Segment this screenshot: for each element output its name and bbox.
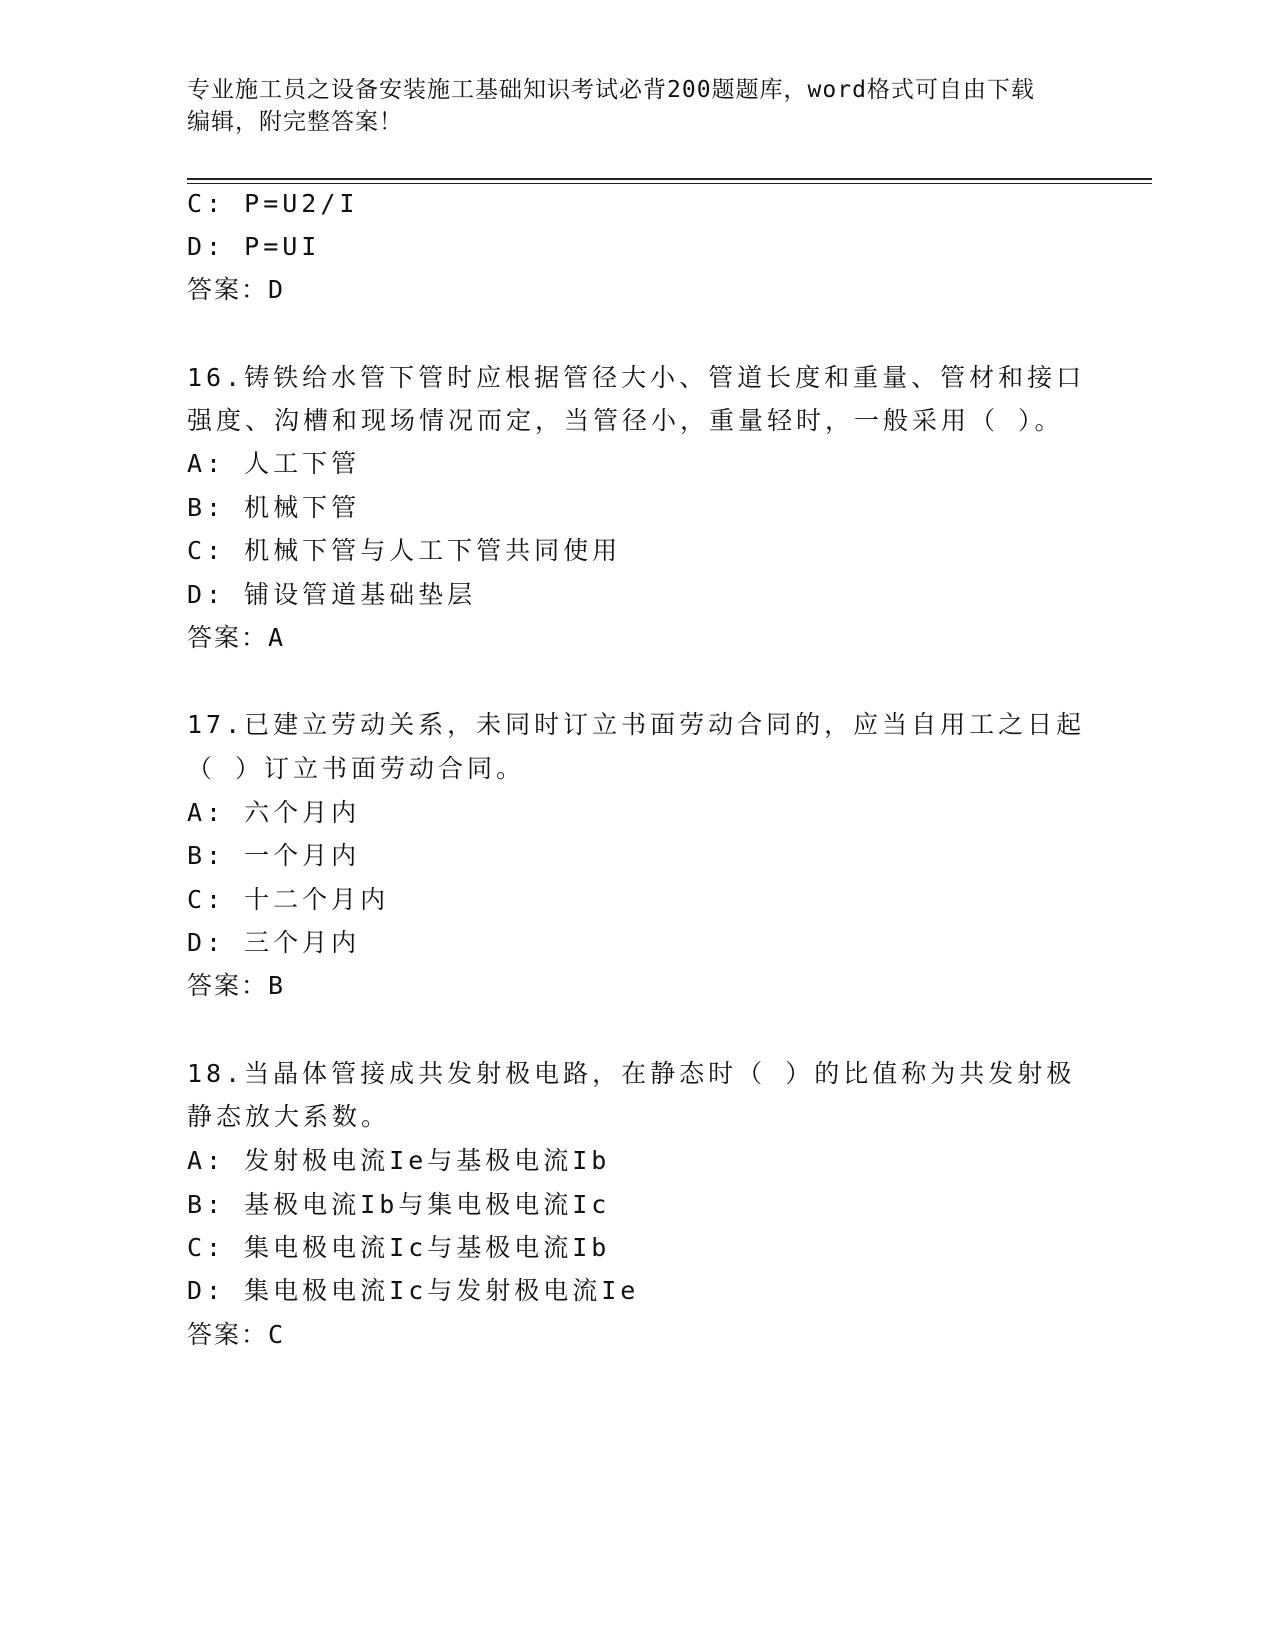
q17-option-d: D: 三个月内 xyxy=(187,928,361,957)
q16-option-c: C: 机械下管与人工下管共同使用 xyxy=(187,536,622,565)
q16-stem-line1: 16.铸铁给水管下管时应根据管径大小、管道长度和重量、管材和接口 xyxy=(187,363,1086,392)
q17-option-c: C: 十二个月内 xyxy=(187,885,390,914)
q18-answer: 答案：C xyxy=(187,1320,286,1349)
q17-option-a: A: 六个月内 xyxy=(187,798,361,827)
q17-stem-line1: 17.已建立劳动关系，未同时订立书面劳动合同的，应当自用工之日起 xyxy=(187,710,1086,739)
q18-option-d: D: 集电极电流Ic与发射极电流Ie xyxy=(187,1276,640,1305)
q18-stem-line1: 18.当晶体管接成共发射极电路，在静态时（ ）的比值称为共发射极 xyxy=(187,1059,1076,1088)
q17-option-b: B: 一个月内 xyxy=(187,841,361,870)
header-divider-thick xyxy=(187,178,1152,180)
q18-stem-line2: 静态放大系数。 xyxy=(187,1102,391,1131)
q15-answer: 答案：D xyxy=(187,275,286,304)
document-header xyxy=(187,74,1067,138)
q16-answer: 答案：A xyxy=(187,623,286,652)
header-title-line1: 专业施工员之设备安装施工基础知识考试必背200题题库，word格式可自由下载 xyxy=(187,77,1035,103)
q16-stem-line2: 强度、沟槽和现场情况而定，当管径小，重量轻时，一般采用（ ）。 xyxy=(187,406,1064,435)
q15-option-d: D: P=UI xyxy=(187,232,321,261)
q16-option-a: A: 人工下管 xyxy=(187,449,361,478)
q18-option-c: C: 集电极电流Ic与基极电流Ib xyxy=(187,1233,611,1262)
header-title-line2: 编辑，附完整答案！ xyxy=(187,109,403,135)
q15-option-c: C: P=U2/I xyxy=(187,189,359,218)
header-divider-thin xyxy=(187,183,1152,184)
q18-option-b: B: 基极电流Ib与集电极电流Ic xyxy=(187,1190,611,1219)
q17-stem-line2: （ ）订立书面劳动合同。 xyxy=(187,754,526,783)
q16-option-d: D: 铺设管道基础垫层 xyxy=(187,580,477,609)
q17-answer: 答案：B xyxy=(187,971,286,1000)
q18-option-a: A: 发射极电流Ie与基极电流Ib xyxy=(187,1146,611,1175)
q16-option-b: B: 机械下管 xyxy=(187,493,361,522)
